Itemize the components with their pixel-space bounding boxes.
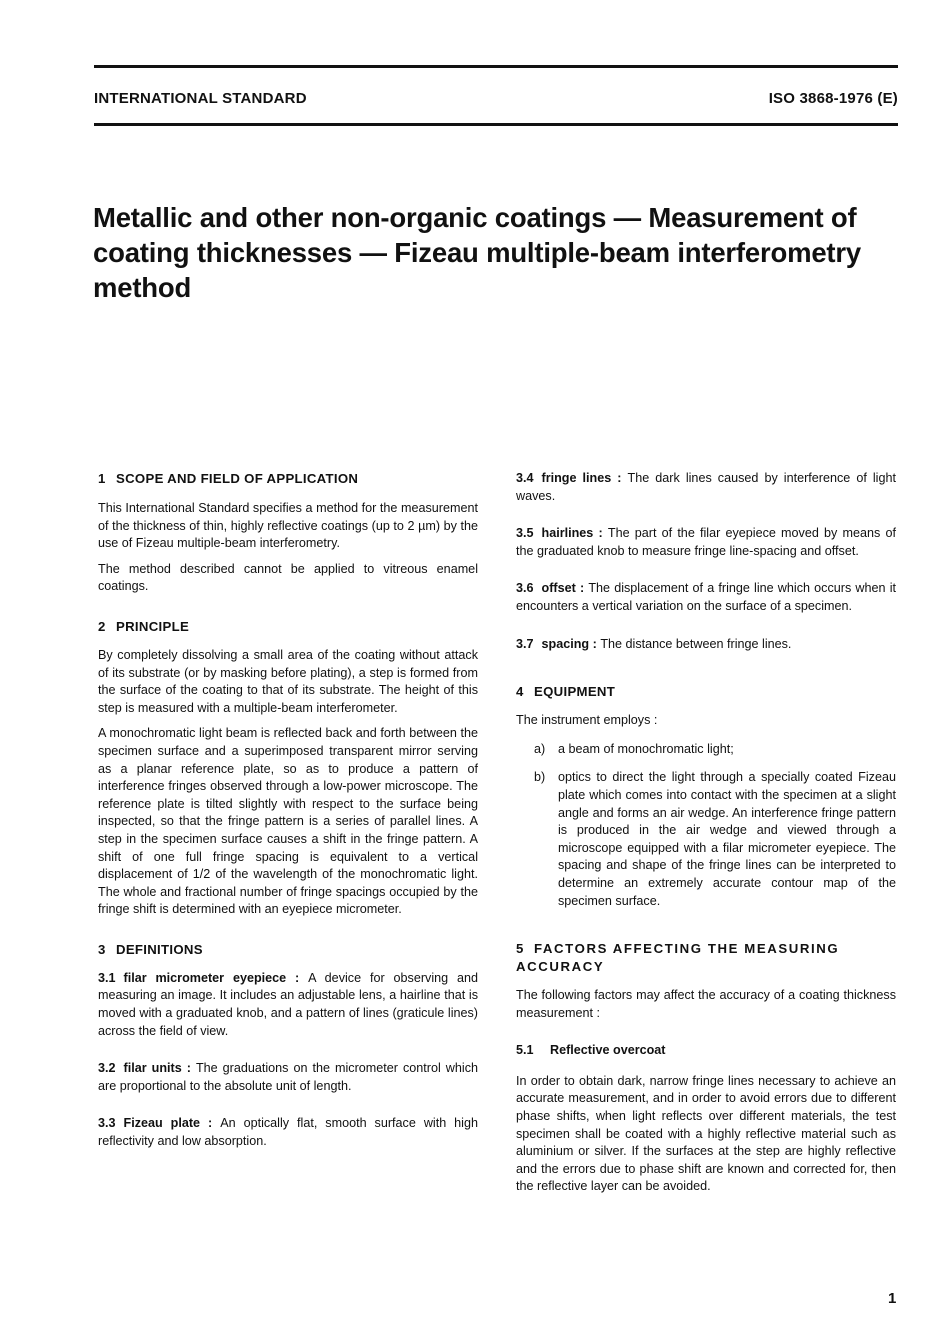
- list-item-a: [516, 741, 896, 759]
- section-title: DEFINITIONS: [116, 941, 203, 957]
- definition-number: 3.2: [98, 1061, 116, 1076]
- definition-term: spacing: [541, 636, 590, 651]
- definition-term: filar micrometer eyepiece: [123, 970, 287, 985]
- definition-number: 3.1: [98, 970, 116, 985]
- paragraph: The method described cannot be applied to vitreous enamel coatings.: [98, 561, 478, 594]
- definition-text: An optically flat, smooth surface with high reflectivity and low absorption.: [98, 1116, 478, 1149]
- section-number: 4: [516, 684, 524, 700]
- definition-text: The dark lines caused by interference of light waves.: [516, 471, 896, 503]
- page-number: 1: [888, 1290, 897, 1307]
- section-2-principle: [98, 618, 478, 919]
- section-title: EQUIPMENT: [534, 684, 616, 700]
- list-item-text: a beam of monochromatic light;: [558, 741, 734, 756]
- list-item-b: [516, 769, 896, 910]
- section-3-definitions: [98, 941, 478, 1151]
- paragraph: The instrument employs :: [516, 713, 658, 728]
- section-4-equipment: [516, 683, 896, 910]
- section-heading: [516, 683, 896, 701]
- definition-3-1: 3.1 filar micrometer eyepiece : A device for observing and measuring an image. It includes an adjustable lens, a hairline that is moved with a graduated knob, and a pattern of lines (graticule lines) across the field of view.: [98, 970, 479, 1038]
- definition-text: The part of the filar eyepiece moved by means of the graduated knob to measure fringe line-spacing and offset.: [516, 526, 896, 558]
- definition-3-2: 3.2 filar units : The graduations on the micrometer control which are proportional to the absolute unit of length.: [98, 1061, 478, 1093]
- definition-term: offset: [541, 581, 576, 596]
- section-heading: [98, 618, 478, 636]
- definition-number: 3.5: [516, 526, 534, 541]
- section-number: 2: [98, 618, 106, 634]
- definition-text: The distance between fringe lines.: [600, 636, 792, 651]
- definition-term: filar units: [123, 1061, 182, 1076]
- section-title: PRINCIPLE: [116, 618, 190, 634]
- subsection-title: Reflective overcoat: [550, 1043, 666, 1058]
- section-number: 1: [98, 471, 106, 486]
- section-heading: [98, 941, 478, 959]
- top-rule: [94, 65, 898, 68]
- list-marker: a): [534, 741, 546, 756]
- section-number: 5: [516, 941, 525, 957]
- section-number: 3: [98, 941, 106, 957]
- definition-3-7: 3.7 spacing : The distance between fringe lines.: [516, 636, 896, 654]
- section-title: SCOPE AND FIELD OF APPLICATION: [116, 471, 359, 486]
- definition-3-4: 3.4 fringe lines : The dark lines caused by interference of light waves.: [516, 471, 896, 503]
- definition-3-6: 3.6 offset : The displacement of a fringe line which occurs when it encounters a vertical variation on the surface of a specimen.: [516, 581, 896, 613]
- section-1-scope: [98, 470, 478, 596]
- left-column: [98, 470, 478, 1151]
- definition-3-5: 3.5 hairlines : The part of the filar eyepiece moved by means of the graduated knob to measure fringe line-spacing and offset.: [516, 526, 896, 558]
- definition-3-3: 3.3 Fizeau plate : An optically flat, smooth surface with high reflectivity and low absorption.: [98, 1116, 478, 1149]
- list-item-text: optics to direct the light through a specially coated Fizeau plate which comes into contact with the specimen at a slight angle and forms an air wedge. An interference fringe pattern is produced in the air wedge and viewed through a microscope equipped with a filar micrometer eyepiece. The spacing and shape of the fringe lines can be interpreted to determine an extremely accurate contour map of the specimen surface.: [558, 770, 896, 908]
- definition-number: 3.7: [516, 636, 534, 651]
- definition-number: 3.3: [98, 1116, 116, 1131]
- subsection-number: 5.1: [516, 1043, 534, 1058]
- definition-text: The graduations on the micrometer control which are proportional to the absolute unit of length.: [98, 1061, 478, 1093]
- definition-text: The displacement of a fringe line which occurs when it encounters a vertical variation on the surface of a specimen.: [516, 581, 896, 613]
- section-heading: [98, 470, 478, 488]
- header-bottom-rule: [94, 123, 898, 126]
- definition-term: Fizeau plate: [123, 1116, 201, 1131]
- section-title: FACTORS AFFECTING THE MEASURING ACCURACY: [516, 941, 840, 975]
- definition-term: fringe lines: [541, 471, 612, 485]
- section-heading: [516, 940, 896, 976]
- paragraph: The following factors may affect the accuracy of a coating thickness measurement :: [516, 988, 896, 1020]
- definition-term: hairlines: [541, 526, 594, 541]
- standard-number: ISO 3868-1976 (E): [768, 90, 898, 107]
- right-column: [516, 470, 896, 1196]
- section-5-factors: [516, 940, 896, 1196]
- paragraph: By completely dissolving a small area of the coating without attack of its substrate (or by masking before plating), a step is formed from the surface of the coating to that of its substrate. The height of this step is measured with a multiple-beam interferometer.: [98, 647, 478, 715]
- paragraph: This International Standard specifies a method for the measurement of the thickness of thin, highly reflective coatings (up to 2 µm) by the use of Fizeau multiple-beam interferometry.: [98, 501, 478, 551]
- document-title: Metallic and other non-organic coatings — Measurement of coating thicknesses — Fizeau multiple-beam interferometry method: [93, 202, 861, 303]
- definition-number: 3.6: [516, 581, 534, 596]
- definition-text: A device for observing and measuring an image. It includes an adjustable lens, a hairline that is moved with a graduated knob, and a pattern of lines (graticule lines) across the field of view.: [98, 970, 479, 1038]
- list-marker: b): [534, 770, 546, 785]
- document-type-label: INTERNATIONAL STANDARD: [94, 90, 307, 107]
- subsection-heading: [516, 1042, 896, 1060]
- paragraph: A monochromatic light beam is reflected back and forth between the specimen surface and a superimposed transparent mirror serving as a planar reference plate, so as to produce a pattern of interference fringes observed through a low-power microscope. The reference plate is tilted slightly with respect to the surface being inspected, so that the fringe pattern is a series of parallel lines. A step in the specimen surface causes a shift in the fringe pattern. A shift of one full fringe spacing is equivalent to a vertical displacement of 1/2 of the wavelength of the monochromatic light. The whole and fractional number of fringe spacings occupied by the fringe shift is determined with an eyepiece micrometer.: [98, 726, 478, 917]
- definition-number: 3.4: [516, 471, 534, 485]
- paragraph: In order to obtain dark, narrow fringe lines necessary to achieve an accurate measurement, and in order to avoid errors due to different phase shifts, when light reflects over different materials, the test specimen shall be coated with a highly reflective material such as aluminium or silver. If the surfaces at the step are highly reflective and the errors due to phase shift are known and corrected for, then the reflective layer can be avoided.: [516, 1073, 896, 1194]
